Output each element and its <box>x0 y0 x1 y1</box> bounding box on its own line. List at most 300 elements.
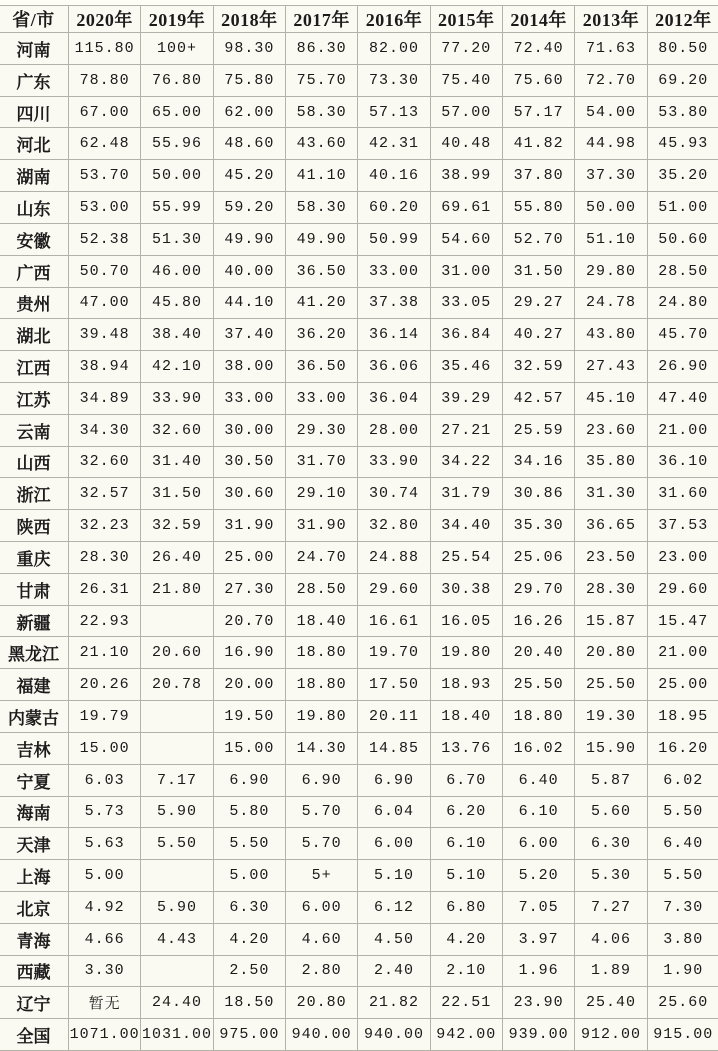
table-cell: 24.78 <box>575 287 647 319</box>
table-cell: 14.30 <box>285 732 357 764</box>
table-row <box>0 1019 718 1051</box>
table-cell: 32.57 <box>69 478 141 510</box>
table-cell: 53.80 <box>647 96 718 128</box>
table-cell: 5.50 <box>141 828 213 860</box>
table-row <box>0 701 718 733</box>
table-cell: 40.00 <box>213 255 285 287</box>
table-cell: 23.50 <box>575 542 647 574</box>
row-header-province: 云南 <box>0 414 69 446</box>
table-cell: 31.60 <box>647 478 718 510</box>
table-cell: 29.70 <box>502 573 574 605</box>
table-cell: 35.30 <box>502 510 574 542</box>
table-row <box>0 382 718 414</box>
table-cell: 7.27 <box>575 891 647 923</box>
table-cell: 32.60 <box>141 414 213 446</box>
table-cell: 33.90 <box>141 382 213 414</box>
table-cell: 31.40 <box>141 446 213 478</box>
table-cell: 38.40 <box>141 319 213 351</box>
table-cell: 55.99 <box>141 192 213 224</box>
row-header-province: 安徽 <box>0 223 69 255</box>
table-cell: 45.70 <box>647 319 718 351</box>
table-cell: 80.50 <box>647 33 718 65</box>
table-cell: 17.50 <box>358 669 430 701</box>
table-cell: 18.80 <box>502 701 574 733</box>
table-cell: 4.06 <box>575 923 647 955</box>
row-header-province: 甘肃 <box>0 573 69 605</box>
table-cell: 5.87 <box>575 764 647 796</box>
table-cell: 5.80 <box>213 796 285 828</box>
table-cell: 18.95 <box>647 701 718 733</box>
table-cell: 76.80 <box>141 64 213 96</box>
table-row <box>0 160 718 192</box>
table-cell: 1.90 <box>647 955 718 987</box>
table-cell: 48.60 <box>213 128 285 160</box>
table-cell: 912.00 <box>575 1019 647 1051</box>
row-header-province: 陕西 <box>0 510 69 542</box>
table-cell: 5.63 <box>69 828 141 860</box>
table-cell <box>141 732 213 764</box>
row-header-province: 广西 <box>0 255 69 287</box>
table-cell: 37.40 <box>213 319 285 351</box>
table-row <box>0 860 718 892</box>
table-cell: 50.99 <box>358 223 430 255</box>
row-header-province: 黑龙江 <box>0 637 69 669</box>
province-year-table <box>0 5 718 1051</box>
table-cell: 4.50 <box>358 923 430 955</box>
row-header-province: 上海 <box>0 860 69 892</box>
table-cell: 69.61 <box>430 192 502 224</box>
row-header-province: 青海 <box>0 923 69 955</box>
table-row <box>0 351 718 383</box>
table-cell: 6.80 <box>430 891 502 923</box>
row-header-province: 全国 <box>0 1019 69 1051</box>
table-cell: 36.10 <box>647 446 718 478</box>
table-cell: 32.23 <box>69 510 141 542</box>
table-cell: 940.00 <box>285 1019 357 1051</box>
province-year-table-container <box>0 5 718 1051</box>
table-cell: 36.84 <box>430 319 502 351</box>
table-cell: 50.70 <box>69 255 141 287</box>
table-row <box>0 223 718 255</box>
table-cell: 45.20 <box>213 160 285 192</box>
table-cell: 36.04 <box>358 382 430 414</box>
table-cell: 16.20 <box>647 732 718 764</box>
table-cell: 6.90 <box>358 764 430 796</box>
table-cell: 29.10 <box>285 478 357 510</box>
row-header-province: 重庆 <box>0 542 69 574</box>
row-header-province: 浙江 <box>0 478 69 510</box>
table-cell: 46.00 <box>141 255 213 287</box>
table-row <box>0 128 718 160</box>
table-cell: 21.00 <box>647 637 718 669</box>
table-cell: 28.30 <box>575 573 647 605</box>
table-cell: 32.80 <box>358 510 430 542</box>
table-cell: 24.88 <box>358 542 430 574</box>
table-cell: 33.90 <box>358 446 430 478</box>
table-cell: 58.30 <box>285 96 357 128</box>
table-cell: 1.96 <box>502 955 574 987</box>
table-cell: 6.02 <box>647 764 718 796</box>
table-cell: 15.87 <box>575 605 647 637</box>
table-cell: 4.66 <box>69 923 141 955</box>
table-cell: 6.20 <box>430 796 502 828</box>
table-cell: 19.70 <box>358 637 430 669</box>
table-cell: 26.31 <box>69 573 141 605</box>
row-header-province: 内蒙古 <box>0 701 69 733</box>
row-header-province: 天津 <box>0 828 69 860</box>
table-cell: 6.30 <box>575 828 647 860</box>
table-cell: 29.60 <box>358 573 430 605</box>
table-cell: 3.30 <box>69 955 141 987</box>
table-cell: 18.50 <box>213 987 285 1019</box>
table-cell: 25.59 <box>502 414 574 446</box>
table-row <box>0 192 718 224</box>
table-cell: 30.86 <box>502 478 574 510</box>
table-cell: 18.40 <box>285 605 357 637</box>
table-row <box>0 955 718 987</box>
table-cell: 15.00 <box>69 732 141 764</box>
table-cell: 34.30 <box>69 414 141 446</box>
table-cell: 19.80 <box>430 637 502 669</box>
table-cell: 22.51 <box>430 987 502 1019</box>
table-cell: 暂无 <box>69 987 141 1019</box>
table-cell: 36.50 <box>285 255 357 287</box>
table-row <box>0 542 718 574</box>
column-header-year: 2014年 <box>502 6 574 33</box>
table-cell: 18.80 <box>285 637 357 669</box>
table-cell: 72.70 <box>575 64 647 96</box>
table-cell: 40.16 <box>358 160 430 192</box>
table-cell: 36.06 <box>358 351 430 383</box>
table-cell: 38.00 <box>213 351 285 383</box>
table-cell: 5.70 <box>285 828 357 860</box>
column-header-year: 2016年 <box>358 6 430 33</box>
table-cell: 34.89 <box>69 382 141 414</box>
row-header-province: 山西 <box>0 446 69 478</box>
table-cell: 5+ <box>285 860 357 892</box>
table-row <box>0 510 718 542</box>
table-cell: 31.50 <box>502 255 574 287</box>
table-cell: 35.80 <box>575 446 647 478</box>
table-row <box>0 319 718 351</box>
table-cell: 20.11 <box>358 701 430 733</box>
row-header-province: 江苏 <box>0 382 69 414</box>
table-cell: 16.90 <box>213 637 285 669</box>
table-cell: 50.00 <box>575 192 647 224</box>
table-cell: 37.30 <box>575 160 647 192</box>
table-cell: 6.03 <box>69 764 141 796</box>
table-cell: 53.00 <box>69 192 141 224</box>
table-cell: 53.70 <box>69 160 141 192</box>
row-header-province: 河南 <box>0 33 69 65</box>
table-cell: 7.17 <box>141 764 213 796</box>
table-cell: 36.14 <box>358 319 430 351</box>
table-cell: 25.00 <box>213 542 285 574</box>
table-cell: 6.40 <box>502 764 574 796</box>
table-cell: 1.89 <box>575 955 647 987</box>
table-cell: 1071.00 <box>69 1019 141 1051</box>
table-cell: 49.90 <box>213 223 285 255</box>
table-row <box>0 891 718 923</box>
table-cell: 975.00 <box>213 1019 285 1051</box>
table-cell: 58.30 <box>285 192 357 224</box>
table-cell: 67.00 <box>69 96 141 128</box>
table-cell <box>141 605 213 637</box>
table-cell: 40.48 <box>430 128 502 160</box>
table-cell: 26.90 <box>647 351 718 383</box>
table-cell: 28.30 <box>69 542 141 574</box>
table-cell: 21.00 <box>647 414 718 446</box>
table-cell: 40.27 <box>502 319 574 351</box>
table-cell: 5.50 <box>213 828 285 860</box>
table-cell: 30.38 <box>430 573 502 605</box>
table-row <box>0 255 718 287</box>
table-cell: 21.80 <box>141 573 213 605</box>
table-cell: 37.80 <box>502 160 574 192</box>
table-cell: 23.60 <box>575 414 647 446</box>
table-cell: 38.94 <box>69 351 141 383</box>
table-row <box>0 828 718 860</box>
table-cell: 98.30 <box>213 33 285 65</box>
table-cell: 6.70 <box>430 764 502 796</box>
table-cell: 33.00 <box>285 382 357 414</box>
table-cell: 51.10 <box>575 223 647 255</box>
table-cell: 4.60 <box>285 923 357 955</box>
column-header-year: 2013年 <box>575 6 647 33</box>
table-cell: 36.50 <box>285 351 357 383</box>
table-cell: 77.20 <box>430 33 502 65</box>
table-cell: 100+ <box>141 33 213 65</box>
table-cell: 28.50 <box>647 255 718 287</box>
table-cell: 34.40 <box>430 510 502 542</box>
table-cell: 4.20 <box>430 923 502 955</box>
table-row <box>0 33 718 65</box>
table-cell: 5.00 <box>213 860 285 892</box>
table-cell: 16.61 <box>358 605 430 637</box>
table-cell: 15.90 <box>575 732 647 764</box>
table-cell: 33.00 <box>213 382 285 414</box>
table-cell: 57.13 <box>358 96 430 128</box>
table-cell: 41.10 <box>285 160 357 192</box>
table-cell: 75.40 <box>430 64 502 96</box>
table-cell: 2.40 <box>358 955 430 987</box>
table-cell: 27.21 <box>430 414 502 446</box>
table-row <box>0 96 718 128</box>
table-cell: 42.31 <box>358 128 430 160</box>
table-cell: 39.29 <box>430 382 502 414</box>
table-cell: 915.00 <box>647 1019 718 1051</box>
column-header-year: 2019年 <box>141 6 213 33</box>
table-cell: 69.20 <box>647 64 718 96</box>
table-row <box>0 573 718 605</box>
table-cell: 31.00 <box>430 255 502 287</box>
row-header-province: 北京 <box>0 891 69 923</box>
table-cell: 940.00 <box>358 1019 430 1051</box>
table-row <box>0 446 718 478</box>
header-row <box>0 6 718 33</box>
table-cell: 5.00 <box>69 860 141 892</box>
table-row <box>0 637 718 669</box>
table-cell: 86.30 <box>285 33 357 65</box>
row-header-province: 江西 <box>0 351 69 383</box>
corner-header: 省/市 <box>0 6 69 33</box>
table-cell: 25.40 <box>575 987 647 1019</box>
table-cell <box>141 860 213 892</box>
table-cell: 7.30 <box>647 891 718 923</box>
table-cell: 51.30 <box>141 223 213 255</box>
table-row <box>0 287 718 319</box>
table-cell: 37.38 <box>358 287 430 319</box>
table-cell: 43.60 <box>285 128 357 160</box>
table-cell: 26.40 <box>141 542 213 574</box>
table-cell: 32.59 <box>502 351 574 383</box>
table-cell: 44.98 <box>575 128 647 160</box>
table-cell: 54.60 <box>430 223 502 255</box>
table-cell: 18.40 <box>430 701 502 733</box>
table-cell: 20.26 <box>69 669 141 701</box>
table-cell: 72.40 <box>502 33 574 65</box>
table-cell: 2.80 <box>285 955 357 987</box>
table-cell: 28.50 <box>285 573 357 605</box>
table-cell: 45.10 <box>575 382 647 414</box>
table-cell: 19.30 <box>575 701 647 733</box>
table-cell: 20.70 <box>213 605 285 637</box>
table-row <box>0 64 718 96</box>
row-header-province: 广东 <box>0 64 69 96</box>
table-cell: 5.50 <box>647 796 718 828</box>
table-cell: 6.00 <box>358 828 430 860</box>
table-cell: 30.00 <box>213 414 285 446</box>
column-header-year: 2020年 <box>69 6 141 33</box>
table-cell: 20.40 <box>502 637 574 669</box>
table-cell: 55.96 <box>141 128 213 160</box>
table-cell: 55.80 <box>502 192 574 224</box>
table-cell: 3.97 <box>502 923 574 955</box>
table-cell: 30.50 <box>213 446 285 478</box>
table-cell: 25.60 <box>647 987 718 1019</box>
table-cell: 41.82 <box>502 128 574 160</box>
table-cell: 24.70 <box>285 542 357 574</box>
table-cell: 6.04 <box>358 796 430 828</box>
table-row <box>0 796 718 828</box>
table-cell: 73.30 <box>358 64 430 96</box>
table-cell: 5.10 <box>430 860 502 892</box>
row-header-province: 海南 <box>0 796 69 828</box>
table-cell: 29.80 <box>575 255 647 287</box>
table-cell: 4.43 <box>141 923 213 955</box>
table-cell: 75.80 <box>213 64 285 96</box>
table-cell: 25.50 <box>575 669 647 701</box>
table-cell: 36.20 <box>285 319 357 351</box>
table-cell: 29.60 <box>647 573 718 605</box>
table-cell: 6.90 <box>285 764 357 796</box>
column-header-year: 2018年 <box>213 6 285 33</box>
table-cell: 78.80 <box>69 64 141 96</box>
table-cell: 52.38 <box>69 223 141 255</box>
table-row <box>0 764 718 796</box>
row-header-province: 福建 <box>0 669 69 701</box>
table-cell: 6.00 <box>502 828 574 860</box>
table-cell <box>141 701 213 733</box>
table-cell: 3.80 <box>647 923 718 955</box>
row-header-province: 河北 <box>0 128 69 160</box>
table-cell: 5.20 <box>502 860 574 892</box>
column-header-year: 2015年 <box>430 6 502 33</box>
row-header-province: 山东 <box>0 192 69 224</box>
table-cell: 15.47 <box>647 605 718 637</box>
table-row <box>0 669 718 701</box>
table-cell: 30.74 <box>358 478 430 510</box>
table-cell: 16.05 <box>430 605 502 637</box>
table-cell: 57.17 <box>502 96 574 128</box>
table-cell: 7.05 <box>502 891 574 923</box>
table-cell: 42.10 <box>141 351 213 383</box>
table-cell: 47.40 <box>647 382 718 414</box>
table-cell: 20.00 <box>213 669 285 701</box>
row-header-province: 吉林 <box>0 732 69 764</box>
row-header-province: 湖北 <box>0 319 69 351</box>
table-cell: 29.27 <box>502 287 574 319</box>
table-cell: 39.48 <box>69 319 141 351</box>
table-cell: 19.79 <box>69 701 141 733</box>
table-cell: 75.60 <box>502 64 574 96</box>
table-cell: 25.00 <box>647 669 718 701</box>
table-cell: 15.00 <box>213 732 285 764</box>
table-cell: 37.53 <box>647 510 718 542</box>
table-cell: 31.79 <box>430 478 502 510</box>
table-cell: 32.59 <box>141 510 213 542</box>
table-cell: 6.40 <box>647 828 718 860</box>
table-cell: 44.10 <box>213 287 285 319</box>
table-cell: 14.85 <box>358 732 430 764</box>
table-cell: 23.90 <box>502 987 574 1019</box>
table-cell: 35.20 <box>647 160 718 192</box>
table-cell: 29.30 <box>285 414 357 446</box>
table-cell: 51.00 <box>647 192 718 224</box>
table-cell: 5.73 <box>69 796 141 828</box>
table-cell: 57.00 <box>430 96 502 128</box>
table-cell: 59.20 <box>213 192 285 224</box>
table-cell: 35.46 <box>430 351 502 383</box>
table-cell: 4.20 <box>213 923 285 955</box>
table-cell: 33.05 <box>430 287 502 319</box>
table-cell: 6.10 <box>430 828 502 860</box>
row-header-province: 辽宁 <box>0 987 69 1019</box>
table-cell: 23.00 <box>647 542 718 574</box>
table-cell: 115.80 <box>69 33 141 65</box>
table-cell: 43.80 <box>575 319 647 351</box>
table-cell: 31.70 <box>285 446 357 478</box>
table-row <box>0 923 718 955</box>
table-cell: 50.60 <box>647 223 718 255</box>
table-cell: 18.80 <box>285 669 357 701</box>
table-cell: 38.99 <box>430 160 502 192</box>
table-cell: 5.10 <box>358 860 430 892</box>
table-cell: 28.00 <box>358 414 430 446</box>
table-cell: 34.16 <box>502 446 574 478</box>
table-row <box>0 605 718 637</box>
table-cell: 5.60 <box>575 796 647 828</box>
table-cell: 5.30 <box>575 860 647 892</box>
table-row <box>0 478 718 510</box>
table-cell: 75.70 <box>285 64 357 96</box>
table-cell: 20.78 <box>141 669 213 701</box>
table-cell: 30.60 <box>213 478 285 510</box>
table-cell: 32.60 <box>69 446 141 478</box>
table-cell: 4.92 <box>69 891 141 923</box>
table-cell: 45.93 <box>647 128 718 160</box>
table-cell: 65.00 <box>141 96 213 128</box>
